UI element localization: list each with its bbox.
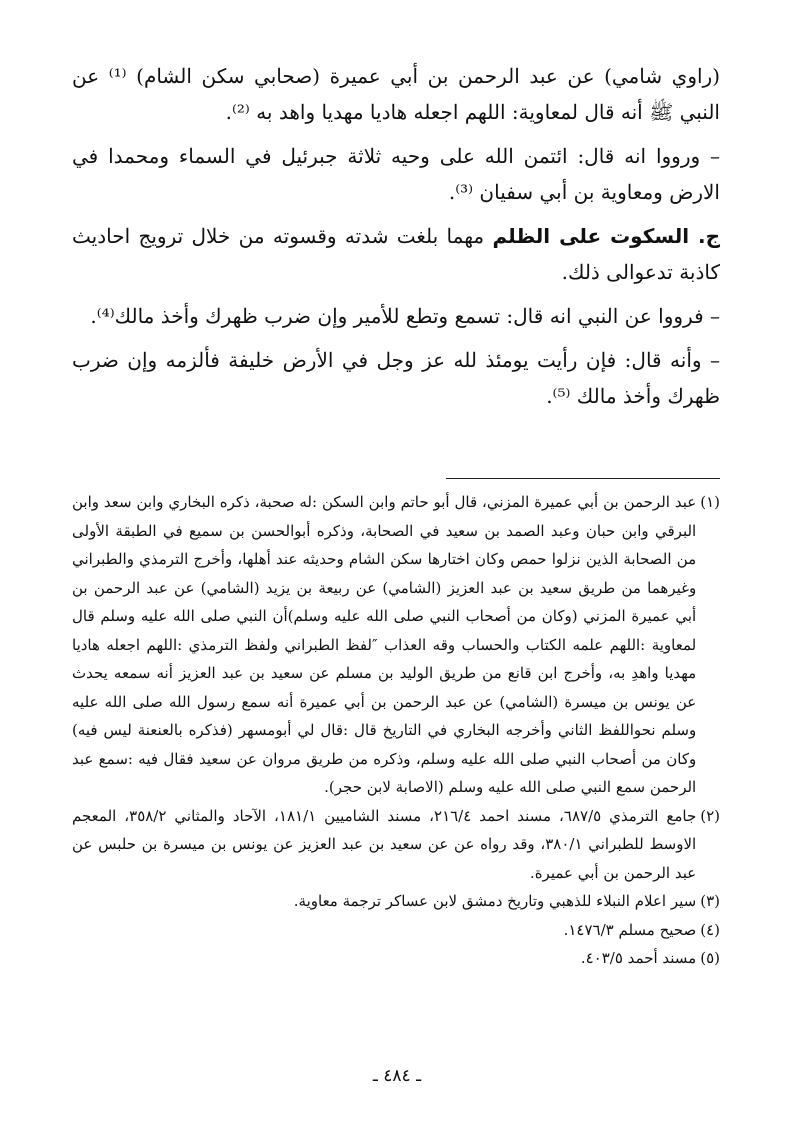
paragraph-5: – وأنه قال: فإن رأيت يومئذ لله عز وجل في الأرض خليفة فألزمه وإن ضرب ظهرك وأخذ مالك ⁽⁵⁾. — [72, 348, 720, 408]
paragraph-3 — [72, 218, 720, 290]
page-number: ـ ٤٨٤ ـ — [372, 1066, 422, 1086]
paragraph-3-text: مهما بلغت شدته وقسوته من خلال ترويج احاديث كاذبة تدعوالى ذلك. — [72, 224, 720, 284]
section-heading: ج. السكوت على الظلم — [492, 224, 720, 248]
footnote-text: صحيح مسلم ١٤٧٦/٣. — [563, 920, 697, 939]
footnote — [72, 488, 720, 802]
footnote-text: عبد الرحمن بن أبي عميرة المزني، قال أبو حاتم وابن السكن :له صحبة، ذكره البخاري وابن سعد وابن البرقي وابن حبان وعبد الصمد بن سعيد في الصحابة، وذكره أبوالحسن بن سميع في الطبقة الأولى من الصحابة الذين نزلوا حمص وكان اختارها سكن الشام وحديثه عند أهلها، وأخرج الترمذي والطبراني وغيرهما من طريق سعيد بن عبد العزيز (الشامي) عن ربيعة بن يزيد (الشامي) عن عبد الرحمن بن أبي عميرة المزني (وكان من أصحاب النبي صلى الله عليه وسلم)أن النبي صلى الله عليه وسلم قال لمعاوية :اللهم علمه الكتاب والحساب وقه العذاب ″لفظ الطبراني ولفظ الترمذي :اللهم اجعله هاديا مهديا واهدِ به، وأخرج ابن قانع من طريق الوليد بن مسلم عن سعيد بن عبد العزيز أنه سمعه يحدث عن يونس بن ميسرة (الشامي) عن عبد الرحمن بن أبي عميرة أنه سمع رسول الله صلى الله عليه وسلم نحواللفظ الثاني وأخرجه البخاري في التاريخ قال :قال لي أبومسهر (فذكره بالعنعنة ليس فيه) وكان من أصحاب النبي صلى الله عليه وسلم، وذكره من طريق مروان عن سعيد فقال فيه :سمع عبد الرحمن سمع النبي صلى الله عليه وسلم (الاصابة لابن حجر). — [72, 493, 697, 796]
paragraph-4: – فرووا عن النبي انه قال: تسمع وتطع للأمير وإن ضرب ظهرك وأخذ مالك⁽⁴⁾. — [90, 304, 720, 328]
main-text — [72, 58, 720, 422]
footnote-number: (٣) — [700, 892, 720, 910]
footnote — [72, 916, 720, 945]
footnote-separator — [446, 478, 720, 479]
footnote-text: جامع الترمذي ٦٨٧/٥، مسند احمد ٢١٦/٤، مسند الشاميين ١٨١/١، الآحاد والمثاني ٣٥٨/٢، المعجم الاوسط للطبراني ٣٨٠/١، وقد رواه عن عن سعيد بن عبد العزيز عن يونس بن ميسرة بن حلبس عن عبد الرحمن بن أبي عميرة. — [72, 806, 697, 882]
paragraph-2: – ورووا انه قال: ائتمن الله على وحيه ثلاثة جبرئيل في السماء ومحمدا في الارض ومعاوية بن أبي سفيان ⁽³⁾. — [72, 144, 720, 204]
paragraph-1: (راوي شامي) عن عبد الرحمن بن أبي عميرة (صحابي سكن الشام) ⁽¹⁾ عن النبي ﷺ أنه قال لمعاوية: اللهم اجعله هاديا مهديا واهد به ⁽²⁾. — [72, 64, 721, 124]
footnote-text: سير اعلام النبلاء للذهبي وتاريخ دمشق لابن عساكر ترجمة معاوية. — [293, 892, 697, 910]
footnote-number: (٤) — [700, 920, 720, 939]
footnote — [72, 802, 720, 888]
footnotes — [72, 488, 720, 973]
footnote-number: (١) — [700, 493, 720, 511]
footnote-number: (٢) — [700, 806, 720, 825]
footnote — [72, 887, 720, 916]
footnote-text: مسند أحمد ٤٠٣/٥. — [580, 949, 697, 967]
footnote — [72, 944, 720, 973]
footnote-number: (٥) — [700, 949, 720, 967]
